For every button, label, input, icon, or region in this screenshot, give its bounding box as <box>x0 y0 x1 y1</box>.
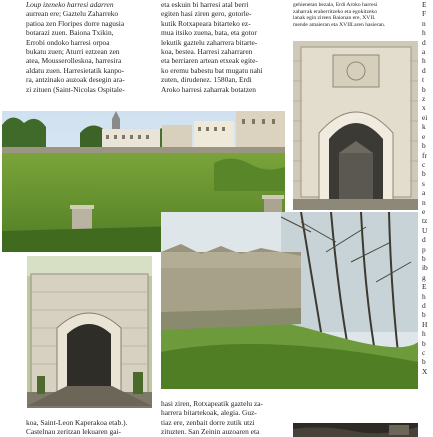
cropped-letter: d <box>422 235 426 245</box>
cropped-letter: b <box>422 253 426 263</box>
cropped-letter: a <box>422 47 426 57</box>
text-line: ra, antzinako auzoak desegin ara- <box>26 75 125 85</box>
cropped-letter: e <box>422 206 426 216</box>
text-line: eta berriaren artean etxeak egite- <box>161 56 258 66</box>
cropped-letter: b <box>422 357 426 367</box>
cropped-letter: ib <box>422 263 428 273</box>
text-line: bukatu zuen; Aturri eztzean zen <box>26 47 120 57</box>
partial-photo <box>293 423 418 437</box>
text-line: patioa zen Floripes dorre nagusia <box>26 18 125 28</box>
cropped-letter: h <box>422 56 426 66</box>
wall-gateway-photo <box>27 256 152 408</box>
text-line: zituzten. San Zeinin auzoaren eta <box>161 427 260 437</box>
text-line: atea, Mousserolleskoa, harresira <box>26 56 122 66</box>
text-line: zuten, dirudenez. 1580an, Erdi <box>161 75 252 85</box>
column-left-bottom <box>26 418 152 437</box>
cropped-letter: p <box>422 244 426 254</box>
caption-line: mende amaieran eta XVIII.aren hasieran. <box>293 21 386 28</box>
cropped-letter: F <box>422 9 427 19</box>
text-line: kutik Rotxapeara bitarteko ez- <box>161 18 251 28</box>
text-line: koa, Saint-Leon Kaperakoa etab.). <box>26 418 128 427</box>
text-line: harrera bitartekoak, alegia. Guz- <box>161 408 257 418</box>
cropped-letter: n <box>422 197 426 207</box>
cropped-letter: s <box>422 178 425 188</box>
cropped-right-column <box>422 0 433 437</box>
text-line: egiten hasi ziren gero, gotorle- <box>161 9 252 19</box>
cropped-letter: b <box>422 141 426 151</box>
text-line: hasi ziren, Rotxapeatik gaztelu za- <box>161 399 263 408</box>
text-line: mua itsiko zuena, bata, eta gotor <box>161 28 257 38</box>
cropped-letter: c <box>422 159 426 169</box>
cropped-letter: b <box>422 84 426 94</box>
text-line: eta eskuin bi harresi atal berri <box>161 0 249 9</box>
caption-line: zaharrak eraberritzeko eta egokitzeko <box>293 8 378 15</box>
cropped-letter: h <box>422 291 426 301</box>
text-line: Castelnau zeritzan lekuaren gai- <box>26 427 122 437</box>
cropped-letter: E <box>422 0 427 9</box>
column-left-top <box>26 0 152 94</box>
cropped-letter: d <box>422 301 426 310</box>
cropped-letter: b <box>422 169 426 179</box>
stone-gate-photo <box>293 41 418 210</box>
cropped-letter: H <box>422 319 428 329</box>
cropped-letter: x <box>422 103 426 113</box>
cropped-letter: E <box>422 282 427 292</box>
cropped-letter: h <box>422 329 426 339</box>
text-line: lekutik gaztelu zaharrera bitarte- <box>161 37 258 47</box>
cropped-letter: b <box>422 310 426 320</box>
text-line: koa, bestea. Harresi zaharraren <box>161 47 253 57</box>
cropped-letter: d <box>422 37 426 47</box>
text-line: Errobi ondoko harresi orpoa <box>26 37 110 47</box>
text-line: ko eremu babestu bat mugatu nahi <box>161 65 263 75</box>
cropped-letter: e <box>422 131 426 141</box>
cropped-letter: U <box>422 225 428 235</box>
cropped-letter: ei <box>422 112 428 122</box>
cropped-letter: k <box>422 122 426 132</box>
cropped-letter: b <box>422 338 426 348</box>
cropped-letter: g <box>422 272 426 282</box>
cropped-letter: tz <box>422 216 428 226</box>
column-middle-bottom <box>161 399 288 437</box>
moat-trees-photo <box>161 212 418 389</box>
caption-line: gehienetan bezala, Erdi Aroko harresi <box>293 2 378 8</box>
text-line: zi zituen (Saint-Nicolas Ospitale- <box>26 84 125 94</box>
cropped-letter: h <box>422 28 426 38</box>
cropped-letter: c <box>422 348 426 358</box>
cropped-letter: d <box>422 65 426 75</box>
text-line: Loup izeneko harresi adarren <box>26 0 114 9</box>
cropped-letter: n <box>422 18 426 28</box>
photo-caption <box>293 2 421 28</box>
text-line: tiaz ere, zenbait dorre zutik utzi <box>161 417 255 427</box>
cropped-letter: z <box>422 94 426 104</box>
text-line: Aroko harresi zaharrak botatzen <box>161 84 257 94</box>
cropped-letter: fr <box>422 150 427 160</box>
cropped-letter: X <box>422 366 428 376</box>
text-line: aldatu zuen. Harresietatik kanpo- <box>26 65 125 75</box>
cropped-letter: t <box>422 75 425 85</box>
cropped-letter: a <box>422 188 426 198</box>
text-line: aurrean ere; Gaztelu Zaharreko <box>26 9 119 19</box>
text-line: botarazi zuen. Baiona Txikin, <box>26 28 114 38</box>
caption-line: lanak egin zireen Baionan ere, XVII. <box>293 15 376 22</box>
column-middle-top <box>161 0 288 94</box>
